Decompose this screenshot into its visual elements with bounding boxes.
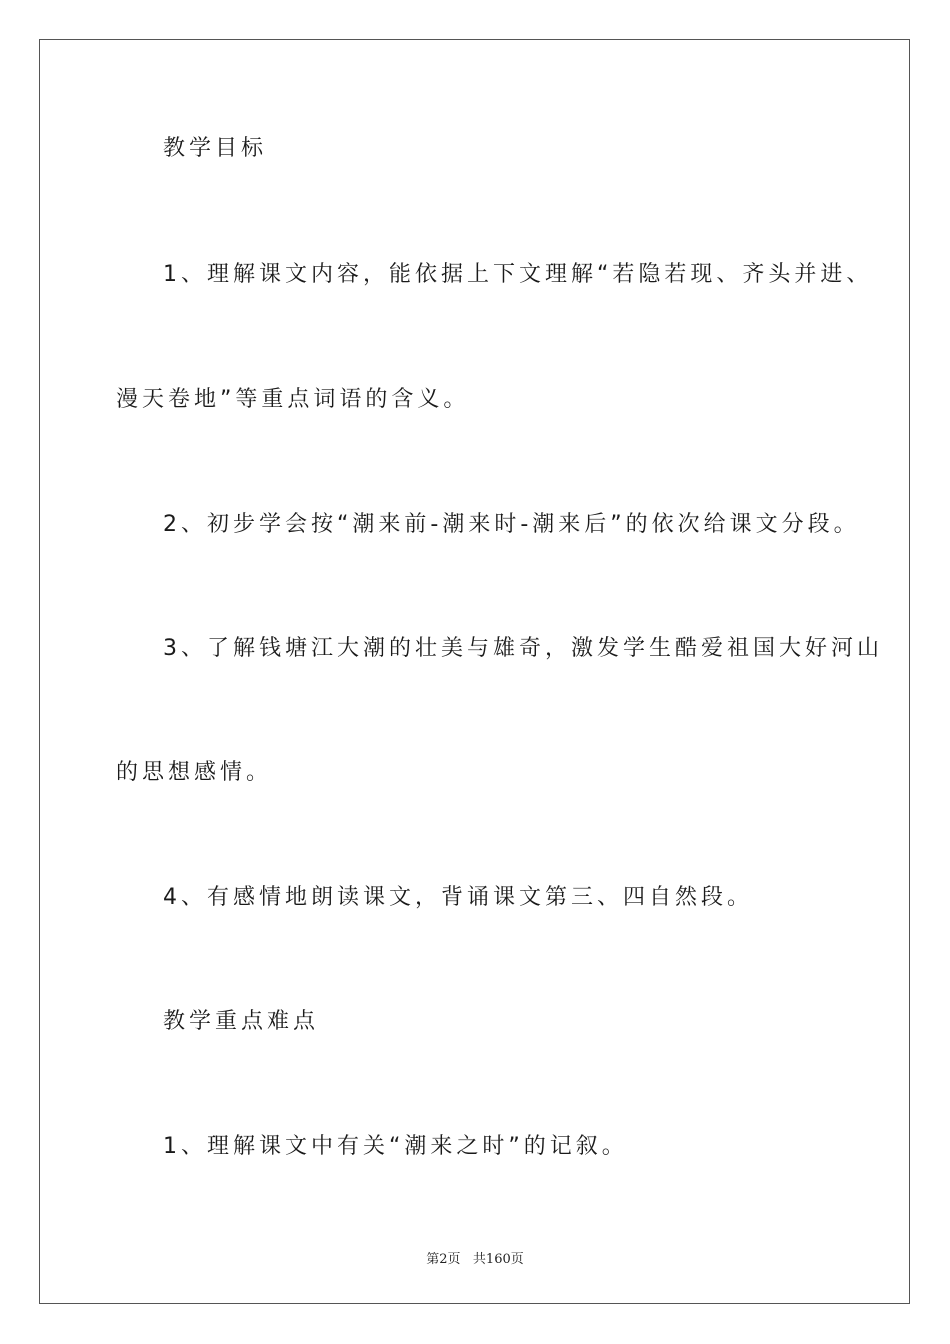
goal-3-line-2: 的思想感情。 [116,760,273,785]
goal-3-line-1: 3、了解钱塘江大潮的壮美与雄奇，激发学生酷爱祖国大好河山 [163,636,883,661]
goal-1-line-1: 1、理解课文内容，能依据上下文理解“若隐若现、齐头并进、 [163,262,873,287]
goal-4: 4、有感情地朗读课文，背诵课文第三、四自然段。 [163,885,753,910]
total-pages: 共160页 [472,1252,524,1267]
heading-teaching-goals: 教学目标 [163,136,268,161]
difficulty-1: 1、理解课文中有关“潮来之时”的记叙。 [163,1134,628,1159]
page-number: 第2页 [426,1252,461,1267]
page-frame [39,39,910,1304]
heading-key-difficulties: 教学重点难点 [163,1009,320,1034]
goal-1-line-2: 漫天卷地”等重点词语的含义。 [116,387,470,412]
page-footer [0,1248,950,1267]
goal-2: 2、初步学会按“潮来前-潮来时-潮来后”的依次给课文分段。 [163,512,860,537]
